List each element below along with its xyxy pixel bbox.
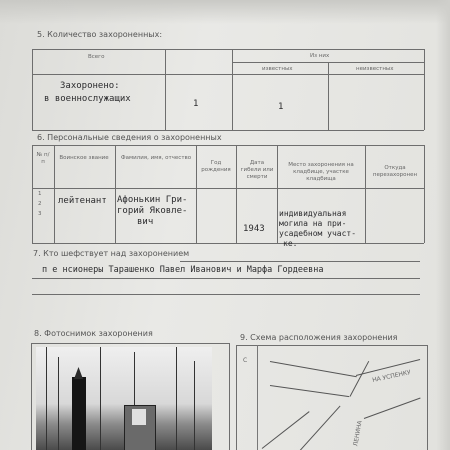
patrons-value: п е нсионеры Тарашенко Павел Иванович и Марфа Гордеевна (42, 265, 324, 275)
person-name-line2: горий Яковле- (117, 206, 188, 216)
table5-header-total: Всего (88, 54, 105, 60)
scheme-side-label: С (243, 357, 248, 364)
row-number: 3 (38, 211, 42, 217)
table5-left-border (32, 49, 33, 130)
table5-header-border (32, 74, 424, 75)
table6-header-birth: Год рождения (201, 160, 231, 173)
row-number: 2 (38, 201, 42, 207)
obelisk-star (74, 367, 83, 379)
buried-label-line1: Захоронено: (60, 81, 120, 91)
person-name-line1: Афонькин Гри- (117, 195, 188, 205)
scheme-border-line (257, 345, 258, 450)
grave-photo (36, 347, 212, 450)
person-rank: лейтенант (58, 196, 107, 206)
person-name-line3: вич (137, 217, 154, 227)
table6-bottom-border (32, 243, 424, 244)
scheme-frame (236, 345, 428, 450)
table5-col-divider (232, 49, 233, 130)
burial-place-line3: усадебном участ- (279, 229, 357, 238)
table6-col-divider (365, 145, 366, 243)
table5-col-divider (328, 62, 329, 130)
table5-col-divider (165, 49, 166, 130)
table6-col-divider (115, 145, 116, 243)
buried-known-value: 1 (278, 102, 284, 112)
obelisk-monument (72, 377, 86, 450)
section7-title: 7. Кто шефствует над захоронением (33, 249, 190, 258)
street-label-lenina: ЛЕНИНА (352, 420, 364, 447)
table6-col-divider (196, 145, 197, 243)
buried-label-line2: в военнослужащих (44, 94, 131, 104)
table6-header-rank: Воинское звание (59, 155, 109, 161)
person-death-year: 1943 (243, 224, 265, 234)
street-label-uspenka: НА УСПЕНКУ (371, 369, 412, 384)
grave-plaque (132, 409, 146, 425)
table6-header-place: Место захоронения на кладбище, участке кладбища (288, 162, 354, 182)
table5-right-border (424, 49, 425, 130)
table6-col-divider (32, 145, 33, 243)
section9-title: 9. Схема расположения захоронения (240, 333, 398, 342)
table5-top-border (32, 49, 424, 50)
section7-underline (32, 294, 420, 295)
table6-col-divider (54, 145, 55, 243)
burial-place-line2: могила на при- (279, 219, 347, 228)
table6-col-divider (277, 145, 278, 243)
section7-underline (180, 261, 420, 262)
table5-header-known: известных (262, 66, 293, 72)
table5-header-of-them: Из них (310, 53, 330, 59)
row-number: 1 (38, 191, 42, 197)
table5-header-unknown: неизвестных (356, 66, 394, 72)
section6-title: 6. Персональные сведения о захороненных (37, 133, 222, 142)
table6-col-divider (236, 145, 237, 243)
burial-place-line4: ке. (283, 239, 298, 248)
section7-underline (32, 278, 420, 279)
table6-header-death: Дата гибели или смерти (240, 160, 274, 180)
burial-place-line1: индивидуальная (279, 209, 347, 218)
table5-bottom-border (32, 130, 424, 131)
section5-title: 5. Количество захороненных: (37, 30, 163, 39)
table6-header-reburial: Откуда перезахоронен (372, 165, 418, 178)
buried-total-value: 1 (193, 99, 199, 109)
section8-title: 8. Фотоснимок захоронения (34, 329, 153, 338)
table6-col-divider (424, 145, 425, 243)
table6-header-name: Фамилия, имя, отчество (120, 155, 192, 161)
table6-header-num: № п/п (36, 152, 50, 165)
